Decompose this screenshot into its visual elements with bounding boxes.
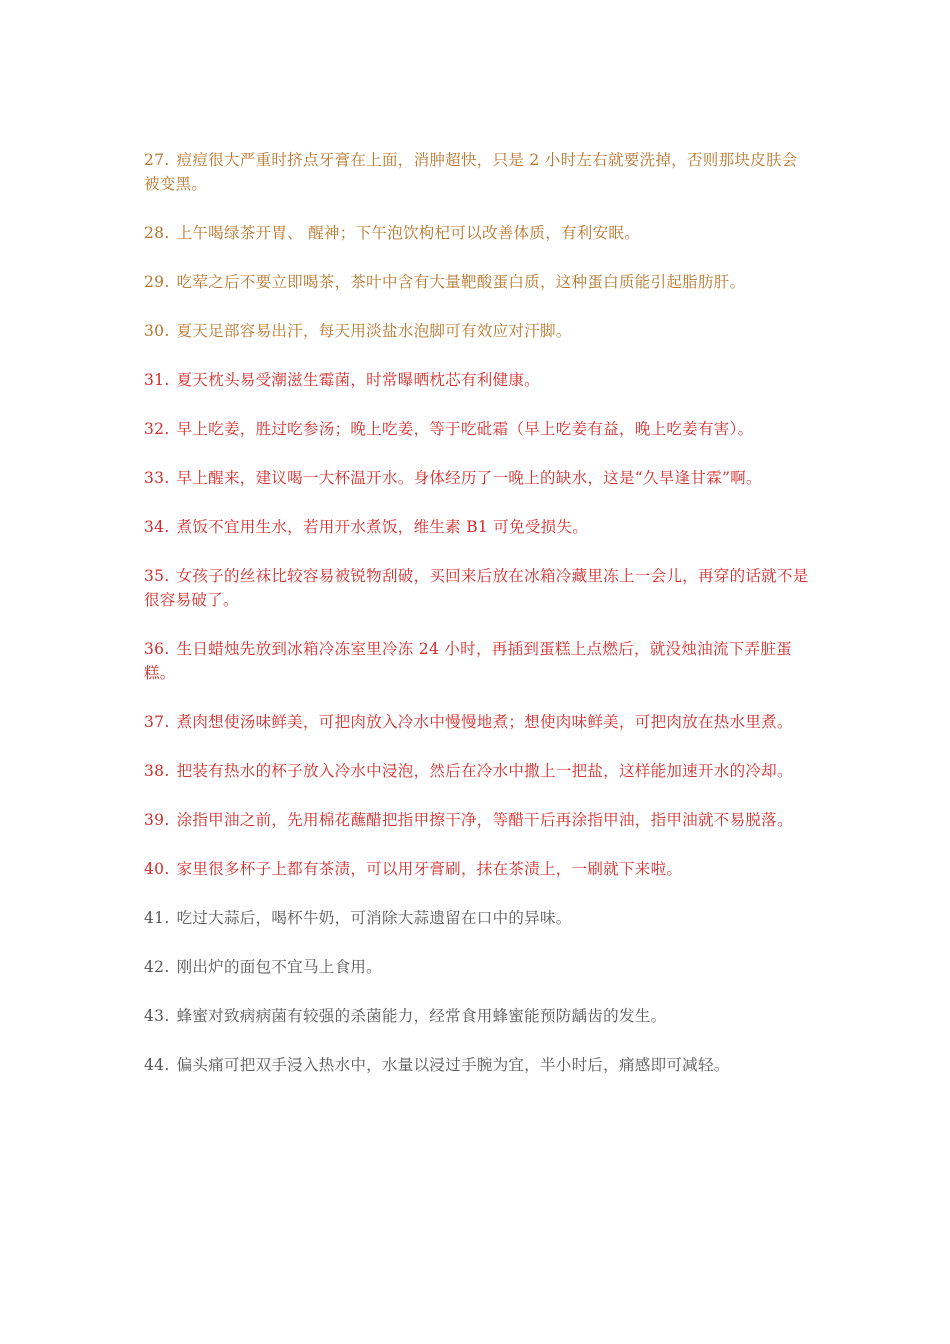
tip-item-39 [144, 808, 812, 832]
tip-number: 39. [144, 811, 170, 829]
tip-number: 41. [144, 909, 170, 927]
tip-text: 早上吃姜，胜过吃参汤；晚上吃姜，等于吃砒霜（早上吃姜有益，晚上吃姜有害）。 [176, 420, 754, 438]
tip-item-30 [144, 319, 812, 343]
tip-number: 36. [144, 640, 170, 658]
tip-number: 31. [144, 371, 170, 389]
tip-number: 34. [144, 518, 170, 536]
tip-number: 42. [144, 958, 170, 976]
tip-item-29 [144, 270, 812, 294]
tip-text: 涂指甲油之前，先用棉花蘸醋把指甲擦干净，等醋干后再涂指甲油，指甲油就不易脱落。 [176, 811, 793, 829]
tip-text: 痘痘很大严重时挤点牙膏在上面，消肿超快，只是 2 小时左右就要洗掉，否则那块皮肤会被变黑。 [144, 151, 798, 193]
tip-text: 生日蜡烛先放到冰箱冷冻室里冷冻 24 小时，再插到蛋糕上点燃后，就没烛油流下弄脏蛋糕。 [144, 640, 792, 682]
tip-text: 蜂蜜对致病病菌有较强的杀菌能力，经常食用蜂蜜能预防龋齿的发生。 [176, 1007, 667, 1025]
tip-text: 吃过大蒜后，喝杯牛奶，可消除大蒜遗留在口中的异味。 [176, 909, 572, 927]
tip-item-36 [144, 637, 812, 685]
tip-item-27 [144, 148, 812, 196]
tip-text: 家里很多杯子上都有茶渍，可以用牙膏刷，抹在茶渍上，一刷就下来啦。 [176, 860, 683, 878]
tip-item-38 [144, 759, 812, 783]
tip-number: 32. [144, 420, 170, 438]
tip-number: 43. [144, 1007, 170, 1025]
tip-number: 29. [144, 273, 170, 291]
tip-item-43 [144, 1004, 812, 1028]
tip-number: 28. [144, 224, 170, 242]
tip-number: 33. [144, 469, 170, 487]
tip-text: 偏头痛可把双手浸入热水中，水量以浸过手腕为宜，半小时后，痛感即可减轻。 [176, 1056, 730, 1074]
tip-number: 30. [144, 322, 170, 340]
tip-number: 40. [144, 860, 170, 878]
tip-item-33 [144, 466, 812, 490]
tip-item-32 [144, 417, 812, 441]
tip-item-34 [144, 515, 812, 539]
tip-item-37 [144, 710, 812, 734]
tip-item-42 [144, 955, 812, 979]
tip-text: 夏天枕头易受潮滋生霉菌，时常曝晒枕芯有利健康。 [176, 371, 540, 389]
tip-number: 37. [144, 713, 170, 731]
tip-number: 38. [144, 762, 170, 780]
tip-item-31 [144, 368, 812, 392]
tip-item-28 [144, 221, 812, 245]
tip-item-44 [144, 1053, 812, 1077]
tip-text: 煮肉想使汤味鲜美，可把肉放入冷水中慢慢地煮；想使肉味鲜美，可把肉放在热水里煮。 [176, 713, 793, 731]
tip-text: 把装有热水的杯子放入冷水中浸泡，然后在冷水中撒上一把盐，这样能加速开水的冷却。 [176, 762, 793, 780]
tip-item-40 [144, 857, 812, 881]
tip-number: 44. [144, 1056, 170, 1074]
tip-item-35 [144, 564, 812, 612]
tip-text: 刚出炉的面包不宜马上食用。 [176, 958, 382, 976]
tip-text: 夏天足部容易出汗，每天用淡盐水泡脚可有效应对汗脚。 [176, 322, 572, 340]
document-body [144, 148, 812, 1102]
tip-text: 吃荤之后不要立即喝茶，茶叶中含有大量靶酸蛋白质，这种蛋白质能引起脂肪肝。 [176, 273, 746, 291]
tip-number: 35. [144, 567, 170, 585]
tip-number: 27. [144, 151, 170, 169]
tip-text: 女孩子的丝袜比较容易被锐物刮破，买回来后放在冰箱冷藏里冻上一会儿，再穿的话就不是很容易破了。 [144, 567, 809, 609]
tip-item-41 [144, 906, 812, 930]
tip-text: 上午喝绿茶开胃、 醒神；下午泡饮枸杞可以改善体质，有利安眠。 [176, 224, 640, 242]
tip-text: 早上醒来，建议喝一大杯温开水。身体经历了一晚上的缺水，这是“久旱逢甘霖”啊。 [176, 469, 762, 487]
tip-text: 煮饭不宜用生水，若用开水煮饭，维生素 B1 可免受损失。 [176, 518, 589, 536]
